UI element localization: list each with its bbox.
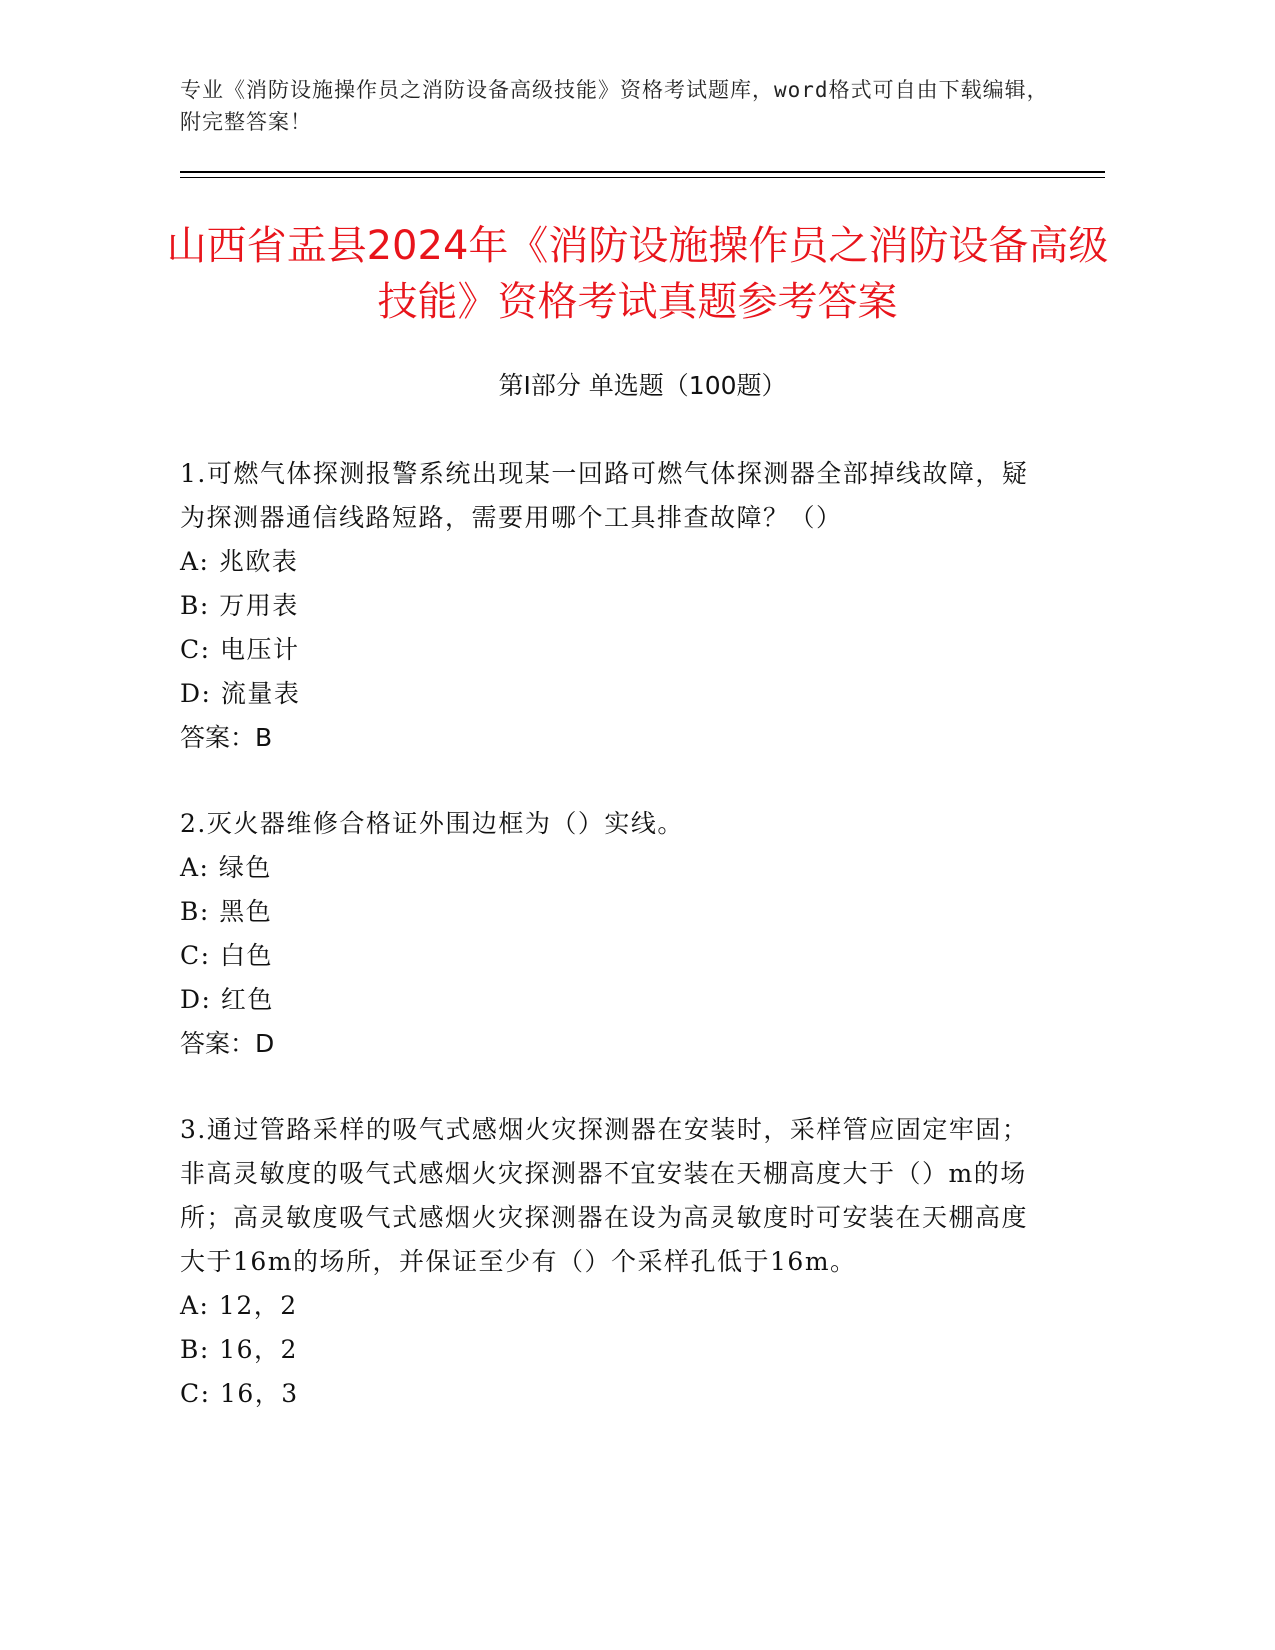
question-stem: 3.通过管路采样的吸气式感烟火灾探测器在安装时，采样管应固定牢固；非高灵敏度的吸气式感烟火灾探测器不宜安装在天棚高度大于（）m的场所；高灵敏度吸气式感烟火灾探测器在设为高灵敏度时可安装在天棚高度大于16m的场所，并保证至少有（）个采样孔低于16m。 (180, 1115, 1029, 1276)
option-d: D: 流量表 (180, 679, 301, 708)
option-a: A: 绿色 (180, 853, 272, 882)
header-note: 专业《消防设施操作员之消防设备高级技能》资格考试题库，word格式可自由下载编辑，附完整答案！ (180, 78, 1049, 134)
answer-line: 答案：B (180, 723, 273, 752)
question-3 (180, 1108, 1040, 1416)
document-title: 山西省盂县2024年《消防设施操作员之消防设备高级技能》资格考试真题参考答案 (166, 223, 1109, 325)
question-2 (180, 802, 1040, 1066)
option-d: D: 红色 (180, 985, 274, 1014)
option-a: A: 兆欧表 (180, 547, 299, 576)
header-divider-thin (180, 177, 1105, 178)
question-1 (180, 452, 1040, 760)
option-b: B: 16，2 (180, 1335, 298, 1364)
section-heading: 第Ⅰ部分 单选题（100题） (498, 371, 787, 400)
question-stem: 1.可燃气体探测报警系统出现某一回路可燃气体探测器全部掉线故障，疑为探测器通信线路短路，需要用哪个工具排查故障？（） (180, 459, 1029, 532)
option-c: C: 电压计 (180, 635, 300, 664)
answer-line: 答案：D (180, 1029, 275, 1058)
option-b: B: 万用表 (180, 591, 299, 620)
option-a: A: 12，2 (180, 1291, 298, 1320)
question-list (180, 452, 1040, 1458)
option-b: B: 黑色 (180, 897, 273, 926)
header-divider-thick (180, 171, 1105, 173)
option-c: C: 16，3 (180, 1379, 299, 1408)
option-c: C: 白色 (180, 941, 273, 970)
question-stem: 2.灭火器维修合格证外围边框为（）实线。 (180, 809, 684, 838)
